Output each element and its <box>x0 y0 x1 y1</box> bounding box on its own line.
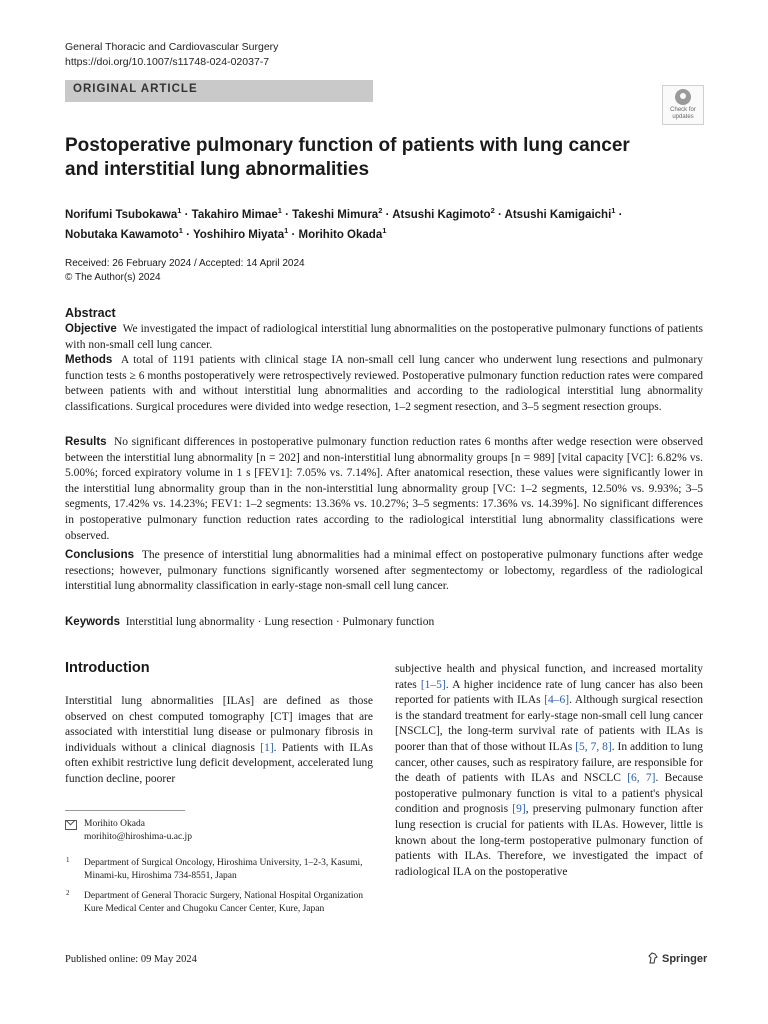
publisher-name: Springer <box>662 953 708 965</box>
author-list <box>65 203 685 243</box>
methods-text: A total of 1191 patients with clinical stage IA non-small cell lung cancer who underwent lung resections and pulmonary function tests ≥ 6 months postoperatively were retrospectively reviewed. Postoperative pulmonary function reduction rates were compared between patients with and without interstitial lung abnormalities and according to the radiological interstitial lung abnormality classifications. Surgical procedures were divided into wedge resection, 1–2 segment resection, and 3–5 segment resection groups. <box>65 354 703 413</box>
introduction-heading: Introduction <box>65 660 150 676</box>
article-type-bar <box>65 80 373 102</box>
check-updates-label-1: Check for <box>670 107 696 113</box>
abstract-objective <box>65 322 703 353</box>
abstract-methods <box>65 353 703 415</box>
affiliation-1: Department of Surgical Oncology, Hiroshima University, 1–2-3, Kasumi, Minami-ku, Hiroshima 734-8551, Japan <box>84 858 363 882</box>
citation-link[interactable]: [5, 7, 8] <box>575 740 612 753</box>
author-name[interactable]: Atsushi Kamigaichi <box>504 208 612 221</box>
citation-link[interactable]: [6, 7] <box>627 772 656 785</box>
author-affiliation: 1 <box>177 206 182 215</box>
results-text: No significant differences in postoperative pulmonary function reduction rates 6 months after wedge resection were observed between the interstitial lung abnormality [n = 202] and non-interstitial lung abnormality groups [n = 989] [vital capacity [VC]: 6.82% vs. 5.00%; forced expiratory volume in 1 s [FEV1]: 7.05% vs. 7.14%]. After anatomical resection, these values were significantly lower in the interstitial lung abnormality group than in the non-interstitial lung abnormality group [VC: 1–2 segments, 12.50% vs. 9.93%; 3–5 segments, 17.42% vs. 14.23%; FEV1: 1–2 segments: 13.36% vs. 10.27%; 3–5 segments: 17.36% vs. 14.39%]. No significant differences in postoperative pulmonary function reduction rates according to the radiological interstitial lung abnormality classifications were observed. <box>65 436 703 542</box>
author-name[interactable]: Takahiro Mimae <box>191 208 278 221</box>
check-updates-icon <box>675 89 691 105</box>
citation-link[interactable]: [1] <box>260 741 274 754</box>
author-affiliation: 1 <box>611 206 616 215</box>
introduction-right-column <box>395 662 703 880</box>
article-title: Postoperative pulmonary function of patients with lung cancer and interstitial lung abnormalities <box>65 135 630 180</box>
author-name[interactable]: Norifumi Tsubokawa <box>65 208 178 221</box>
received-accepted: Received: 26 February 2024 / Accepted: 14 April 2024 <box>65 258 305 269</box>
affiliation-number: 2 <box>66 889 70 897</box>
keywords-label: Keywords <box>65 616 120 628</box>
author-name[interactable]: Takeshi Mimura <box>292 208 379 221</box>
introduction-left-column <box>65 694 373 788</box>
abstract-conclusions <box>65 548 703 595</box>
intro-text: , preserving pulmonary function after lung resection is crucial for patients with ILAs. However, little is known about the long-term postoperative pulmonary function of patients with ILAs. Therefore, we investigated the impact of radiological ILA on the postoperative <box>395 803 703 878</box>
article-type-label: ORIGINAL ARTICLE <box>73 83 198 95</box>
author-name[interactable]: Atsushi Kagimoto <box>392 208 491 221</box>
check-for-updates-button[interactable] <box>662 85 704 125</box>
author-name[interactable]: Nobutaka Kawamoto <box>65 228 179 241</box>
copyright: © The Author(s) 2024 <box>65 272 161 283</box>
author-affiliation: 2 <box>490 206 495 215</box>
intro-text: . Although surgical resection is the standard treatment for early-stage non-small cell lung cancer [NSCLC], the long-term survival rate of patients with ILAs is poorer than that of those without ILAs <box>395 694 703 753</box>
journal-name: General Thoracic and Cardiovascular Surgery <box>65 41 279 53</box>
affiliation-number: 1 <box>66 856 70 864</box>
author-affiliation: 1 <box>277 206 282 215</box>
abstract-results <box>65 435 703 544</box>
check-updates-label-2: updates <box>672 114 694 120</box>
methods-label: Methods <box>65 354 113 366</box>
affiliation-2: Department of General Thoracic Surgery, National Hospital Organization Kure Medical Center and Chugoku Cancer Center, Kure, Japan <box>84 891 364 915</box>
footnote-divider <box>65 810 185 811</box>
springer-horse-icon <box>648 952 658 964</box>
keywords-text: Interstitial lung abnormality · Lung resection · Pulmonary function <box>125 616 435 628</box>
citation-link[interactable]: [4–6] <box>544 694 570 707</box>
author-affiliation: 2 <box>378 206 383 215</box>
doi-link[interactable]: https://doi.org/10.1007/s11748-024-02037-7 <box>65 56 270 68</box>
author-affiliation: 1 <box>284 225 289 235</box>
author-line-1: Norifumi Tsubokawa$^1$ · Takahiro Mimae$^1$ · Takeshi Mimura$^2$ · Atsushi Kagimoto$^2$ · Atsushi Kamigaichi$^1$ · <box>65 206 623 221</box>
intro-text: . A higher incidence rate of lung cancer has also been reported for patients with ILAs <box>395 678 703 707</box>
objective-label: Objective <box>65 323 117 335</box>
published-date: Published online: 09 May 2024 <box>65 954 197 965</box>
conclusions-label: Conclusions <box>65 549 135 561</box>
author-affiliation: 1 <box>178 225 183 235</box>
corresponding-author <box>84 818 192 844</box>
conclusions-text: The presence of interstitial lung abnormalities had a minimal effect on postoperative pulmonary functions after wedge resections; however, pulmonary functions significantly worsened after segmentectomy or lobectomy, regardless of the radiological interstitial lung abnormality classification in early-stage non-small cell lung cancer. <box>65 549 703 593</box>
corresponding-email[interactable]: morihito@hiroshima-u.ac.jp <box>84 832 192 843</box>
intro-text: . In addition to lung cancer, other causes, such as respiratory failure, are responsible for the death of patients with ILAs and NSCLC <box>395 740 703 785</box>
envelope-icon <box>65 820 77 830</box>
citation-link[interactable]: [9] <box>512 803 526 816</box>
intro-text: . Patients with ILAs often exhibit restrictive lung deficit development, accelerated lung function decline, poorer <box>65 741 373 785</box>
citation-link[interactable]: [1–5] <box>420 678 446 691</box>
author-line-2: Nobutaka Kawamoto$^1$ · Yoshihiro Miyata$^1$ · Morihito Okada$^1$ <box>65 225 387 241</box>
abstract-heading: Abstract <box>65 306 116 320</box>
author-name[interactable]: Yoshihiro Miyata <box>192 228 285 241</box>
intro-text: Interstitial lung abnormalities [ILAs] are defined as those observed on chest computed tomography [CT] images that are associated with interstitial lung disease or pulmonary fibrosis in individuals without a clinical diagnosis <box>65 695 373 754</box>
results-label: Results <box>65 436 107 448</box>
objective-text: We investigated the impact of radiological interstitial lung abnormalities on the postoperative pulmonary functions of patients with non-small cell lung cancer. <box>65 323 704 351</box>
publisher-logo <box>648 952 707 965</box>
keywords <box>65 614 703 630</box>
author-name[interactable]: Morihito Okada <box>298 228 383 241</box>
intro-text: subjective health and physical function, and increased mortality rates <box>395 663 703 691</box>
corresponding-name: Morihito Okada <box>84 819 145 829</box>
article-dates <box>65 257 305 285</box>
author-affiliation: 1 <box>382 225 387 235</box>
intro-text: . Because postoperative pulmonary function is vital to a patient's physical condition and prognosis <box>395 772 703 816</box>
